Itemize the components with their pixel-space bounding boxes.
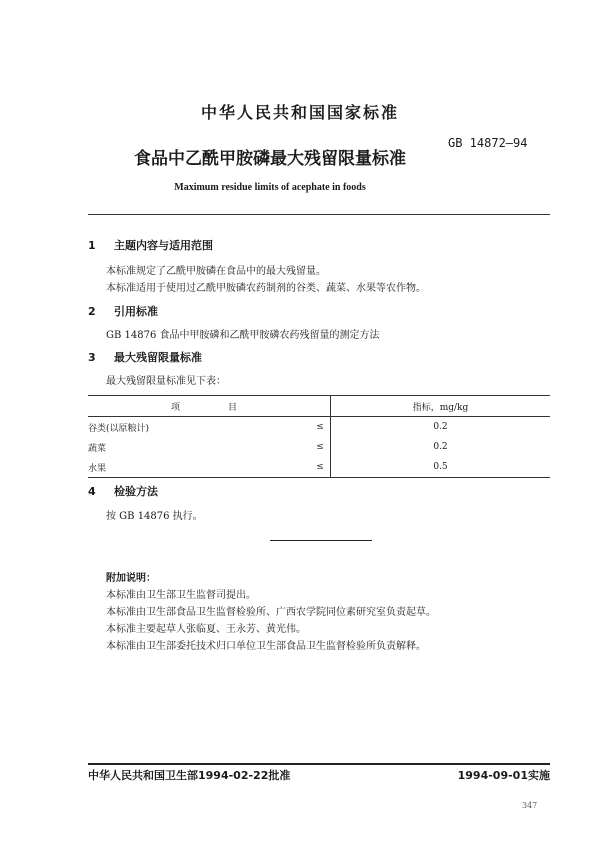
section-title: 检验方法 bbox=[114, 485, 158, 498]
section-number: 2 bbox=[88, 305, 96, 318]
section-4-heading bbox=[88, 483, 158, 499]
cell-symbol: ≤ bbox=[316, 422, 324, 432]
note-line: 本标准由卫生部委托技术归口单位卫生部食品卫生监督检验所负责解释。 bbox=[106, 641, 426, 652]
section-title: 主题内容与适用范围 bbox=[114, 239, 213, 252]
paragraph: 本标准适用于使用过乙酰甲胺磷农药制剂的谷类、蔬菜、水果等农作物。 bbox=[106, 283, 426, 294]
standard-number: GB 14872—94 bbox=[448, 136, 528, 150]
section-title: 引用标准 bbox=[114, 305, 158, 318]
section-divider bbox=[270, 540, 372, 541]
section-title: 最大残留限量标准 bbox=[114, 351, 202, 364]
paragraph: 最大残留限量标准见下表： bbox=[106, 376, 226, 387]
paragraph: GB 14876 食品中甲胺磷和乙酰甲胺磷农药残留量的测定方法 bbox=[106, 330, 380, 341]
approval-date: 中华人民共和国卫生部1994-02-22批准 bbox=[88, 769, 291, 782]
national-standard-heading: 中华人民共和国国家标准 bbox=[200, 103, 399, 122]
cell-symbol: ≤ bbox=[316, 462, 324, 472]
residue-limits-table bbox=[88, 395, 550, 478]
section-3-heading bbox=[88, 349, 202, 365]
note-line: 本标准由卫生部卫生监督司提出。 bbox=[106, 590, 256, 601]
cell-item: 蔬菜 bbox=[88, 443, 107, 454]
header-item: 项 目 bbox=[170, 402, 247, 413]
footer-rule bbox=[88, 763, 550, 765]
paragraph: 本标准规定了乙酰甲胺磷在食品中的最大残留量。 bbox=[106, 266, 326, 277]
section-2-heading bbox=[88, 303, 158, 319]
cell-value: 0.2 bbox=[331, 417, 551, 438]
cell-item: 谷类(以原粮计) bbox=[88, 423, 150, 434]
implementation-date: 1994-09-01实施 bbox=[457, 769, 550, 782]
cell-item: 水果 bbox=[88, 463, 107, 474]
table-row bbox=[88, 417, 550, 438]
note-line: 本标准主要起草人张临夏、王永芳、黄光伟。 bbox=[106, 624, 306, 635]
page-number: 347 bbox=[522, 801, 538, 810]
cell-value: 0.2 bbox=[331, 437, 551, 457]
section-1-heading bbox=[88, 237, 213, 253]
title-chinese: 食品中乙酰甲胺磷最大残留限量标准 bbox=[134, 149, 406, 169]
section-number: 3 bbox=[88, 351, 96, 364]
header-rule bbox=[88, 214, 550, 215]
note-line: 本标准由卫生部食品卫生监督检验所、广西农学院同位素研究室负责起草。 bbox=[106, 607, 436, 618]
table-header-row bbox=[88, 396, 550, 417]
title-english: Maximum residue limits of acephate in foods bbox=[174, 182, 366, 193]
cell-symbol: ≤ bbox=[316, 442, 324, 452]
paragraph: 按 GB 14876 执行。 bbox=[106, 511, 203, 522]
table-row bbox=[88, 457, 550, 478]
section-number: 4 bbox=[88, 485, 96, 498]
section-number: 1 bbox=[88, 239, 96, 252]
table-row bbox=[88, 437, 550, 457]
cell-value: 0.5 bbox=[331, 457, 551, 478]
notes-heading: 附加说明： bbox=[106, 573, 156, 584]
header-value: 指标，mg/kg bbox=[331, 396, 551, 417]
